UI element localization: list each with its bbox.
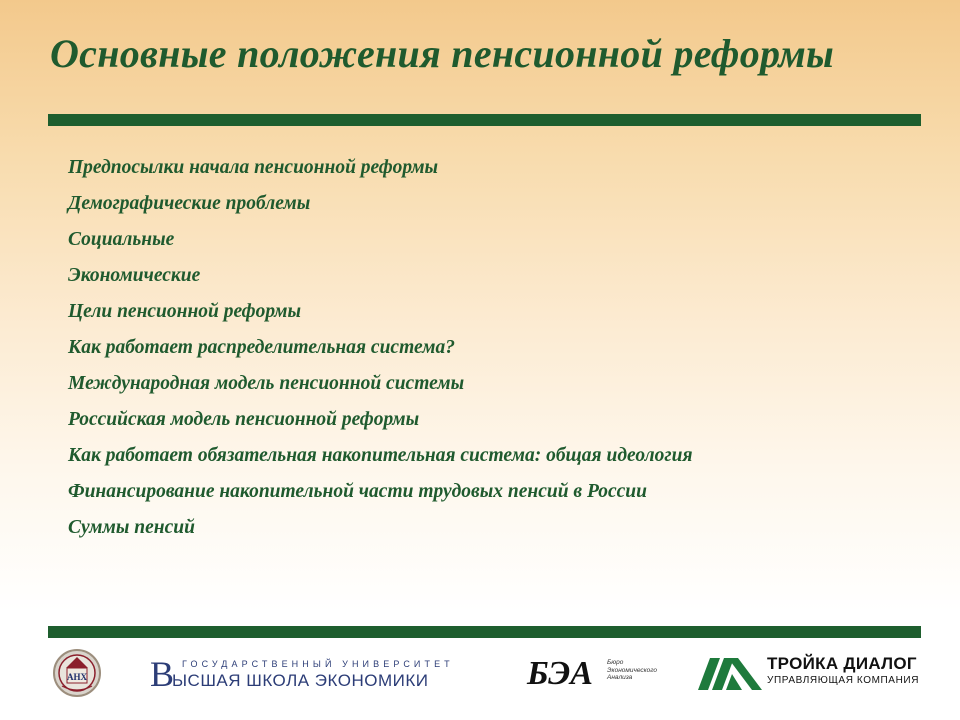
top-divider [48, 114, 921, 126]
troika-name: ТРОЙКА ДИАЛОГ [767, 654, 917, 673]
bea-caption [607, 659, 657, 682]
bottom-divider [48, 626, 921, 638]
list-item: Предпосылки начала пенсионной реформы [68, 157, 439, 178]
list-item: Суммы пенсий [68, 517, 195, 538]
list-item: Цели пенсионной реформы [68, 301, 302, 322]
slide-title: Основные положения пенсионной реформы [50, 31, 835, 76]
bea-logo [527, 654, 687, 694]
bea-caption-line2: Экономического [607, 666, 658, 674]
list-item: Международная модель пенсионной системы [68, 373, 465, 394]
bea-caption-line1: Бюро [607, 659, 624, 666]
bea-abbr: БЭА [527, 655, 593, 692]
hse-line1: ГОСУДАРСТВЕННЫЙ УНИВЕРСИТЕТ [182, 659, 454, 669]
hse-logo [150, 656, 490, 696]
hse-line2: ЫСШАЯ ШКОЛА ЭКОНОМИКИ [172, 671, 429, 690]
list-item: Финансирование накопительной части трудовых пенсий в России [68, 481, 647, 502]
list-item: Как работает обязательная накопительная система: общая идеология [68, 445, 693, 466]
list-item: Российская модель пенсионной реформы [68, 409, 420, 430]
troika-mark-icon [698, 654, 762, 690]
list-item: Экономические [68, 265, 201, 286]
list-item: Как работает распределительная система? [68, 337, 456, 358]
troika-logo [767, 654, 927, 694]
anh-emblem-logo [52, 648, 102, 698]
list-item: Демографические проблемы [68, 193, 311, 214]
hse-initial: В [150, 654, 175, 694]
anh-label: АНХ [67, 672, 87, 682]
footer-logos [0, 640, 960, 720]
bea-caption-line3: Анализа [607, 674, 633, 681]
topic-list [68, 150, 693, 546]
troika-tagline: УПРАВЛЯЮЩАЯ КОМПАНИЯ [767, 675, 920, 686]
list-item: Социальные [68, 229, 175, 250]
